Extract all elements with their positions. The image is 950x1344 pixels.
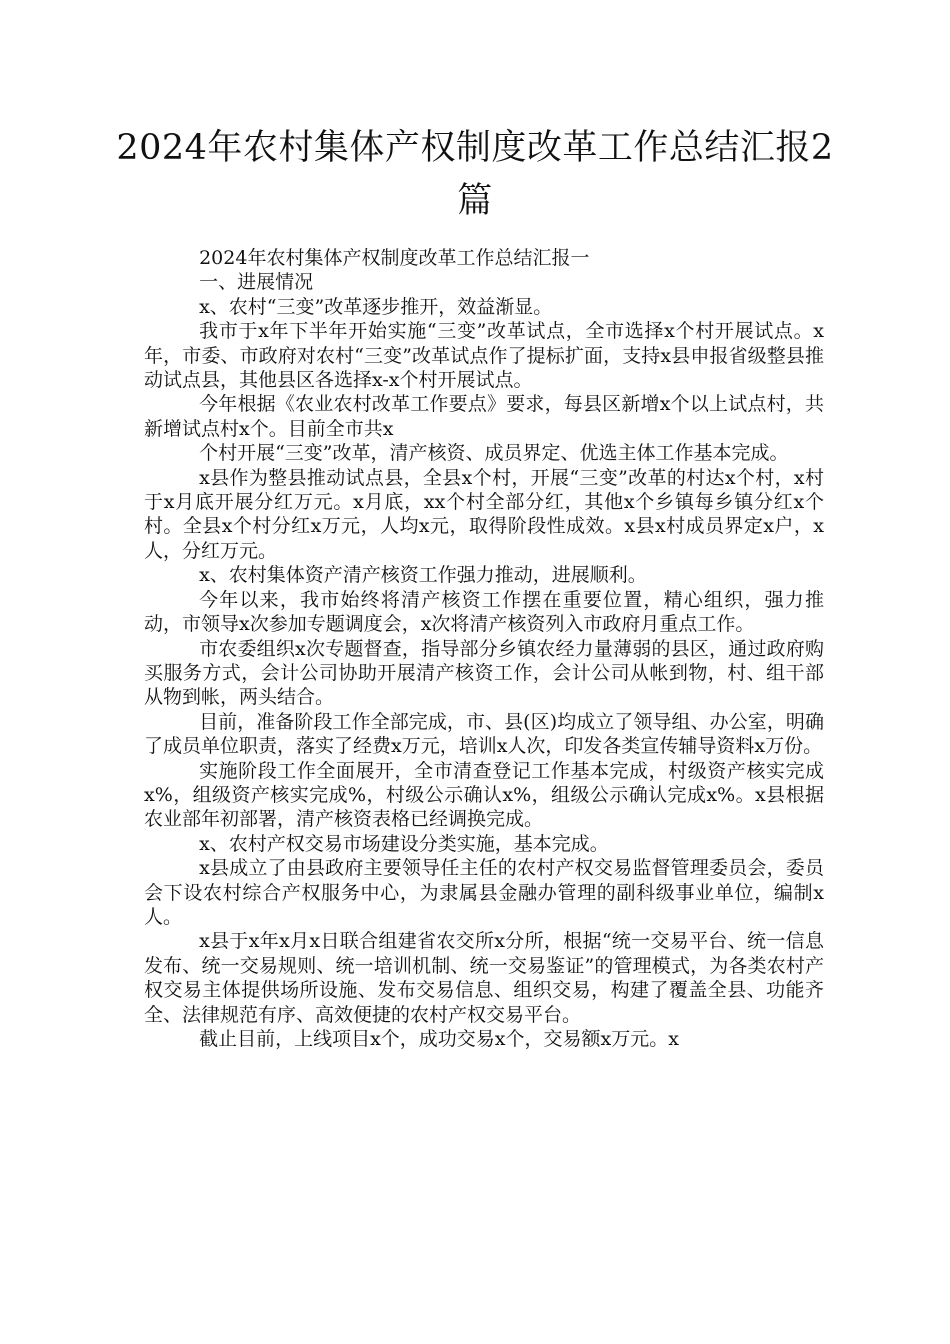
- paragraph-10: 市农委组织x次专题督查，指导部分乡镇农经力量薄弱的县区，通过政府购买服务方式，会计公司协助开展清产核资工作，会计公司从帐到物，村、组干部从物到帐，两头结合。: [144, 637, 824, 709]
- paragraph-8: x、农村集体资产清产核资工作强力推动，进展顺利。: [199, 564, 647, 587]
- paragraph-9: 今年以来，我市始终将清产核资工作摆在重要位置，精心组织，强力推动，市领导x次参加专题调度会，x次将清产核资列入市政府月重点工作。: [144, 588, 824, 636]
- paragraph-6: 个村开展“三变”改革，清产核资、成员界定、优选主体工作基本完成。: [199, 442, 789, 465]
- document-body: [144, 246, 824, 1051]
- paragraph-12: 实施阶段工作全面展开，全市清查登记工作基本完成，村级资产核实完成x%，组级资产核实完成%，村级公示确认x%，组级公示确认完成x%。x县根据农业部年初部署，清产核资表格已经调换完成。: [144, 759, 824, 831]
- paragraph-16: 截止目前，上线项目x个，成功交易x个，交易额x万元。x: [199, 1028, 679, 1050]
- paragraph-3: x、农村“三变”改革逐步推开，效益渐显。: [199, 295, 553, 318]
- paragraph-4: 我市于x年下半年开始实施“三变”改革试点，全市选择x个村开展试点。x年，市委、市政府对农村“三变”改革试点作了提标扩面，支持x县申报省级整县推动试点县，其他县区各选择x-x个村开展试点。: [144, 320, 824, 392]
- paragraph-7: x县作为整县推动试点县，全县x个村，开展“三变”改革的村达x个村，x村于x月底开展分红万元。x月底，xx个村全部分红，其他x个乡镇每乡镇分红x个村。全县x个村分红x万元，人均x元，取得阶段性成效。x县x村成员界定x户，x人，分红万元。: [144, 466, 824, 562]
- paragraph-11: 目前，准备阶段工作全部完成，市、县(区)均成立了领导组、办公室，明确了成员单位职责，落实了经费x万元，培训x人次，印发各类宣传辅导资料x万份。: [144, 710, 824, 758]
- paragraph-15: x县于x年x月x日联合组建省农交所x分所，根据“统一交易平台、统一信息发布、统一交易规则、统一培训机制、统一交易鉴证”的管理模式，为各类农村产权交易主体提供场所设施、发布交易信息、组织交易，构建了覆盖全县、功能齐全、法律规范有序、高效便捷的农村产权交易平台。: [144, 930, 824, 1026]
- paragraph-14: x县成立了由县政府主要领导任主任的农村产权交易监督管理委员会，委员会下设农村综合产权服务中心，为隶属县金融办管理的副科级事业单位，编制x人。: [144, 857, 824, 928]
- paragraph-2: 一、进展情况: [199, 271, 314, 294]
- document-title: 2024年农村集体产权制度改革工作总结汇报2篇: [116, 128, 834, 221]
- paragraph-1: 2024年农村集体产权制度改革工作总结汇报一: [199, 247, 590, 269]
- paragraph-13: x、农村产权交易市场建设分类实施，基本完成。: [199, 832, 609, 855]
- paragraph-5: 今年根据《农业农村改革工作要点》要求，每县区新增x个以上试点村，共新增试点村x个。目前全市共x: [144, 393, 824, 440]
